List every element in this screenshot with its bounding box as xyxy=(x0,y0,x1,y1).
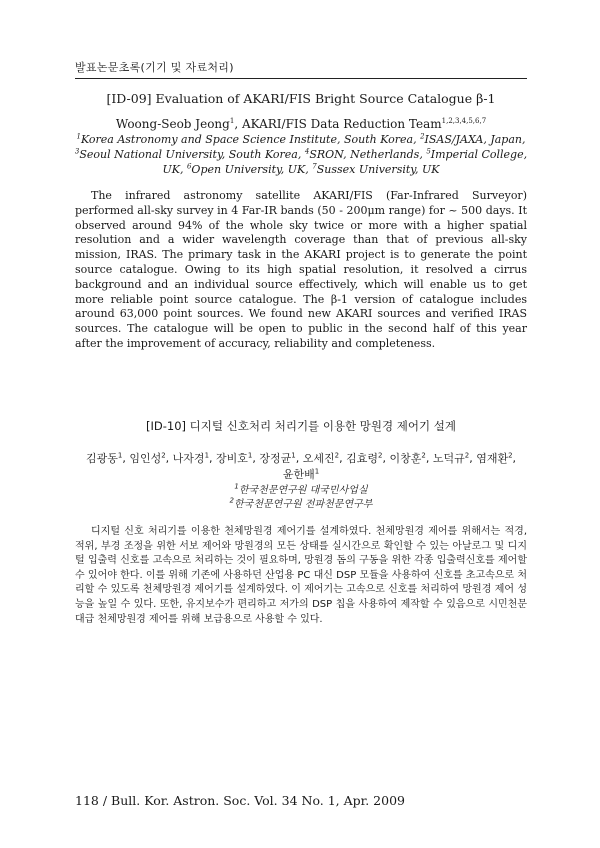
paper2-author-sup: 2 xyxy=(161,451,166,460)
affil-text: 한국천문연구원 대국민사업실 xyxy=(238,485,368,496)
paper2-author-sup: 2 xyxy=(334,451,340,460)
paper1-author-name: Woong-Seob Jeong xyxy=(115,117,230,131)
author-separator: , xyxy=(469,452,477,465)
paper1-authors xyxy=(75,117,527,131)
paper2-author-name: 임인성 xyxy=(129,452,162,465)
paper2-author-name: 오세진 xyxy=(302,452,335,465)
author-separator: , xyxy=(295,452,303,465)
paper2-author-name: 노덕규 xyxy=(432,452,465,465)
affil-text: Sussex University, UK xyxy=(316,163,440,176)
paper2-author-sup: 2 xyxy=(464,451,470,460)
author-separator: , xyxy=(512,452,517,465)
affil-sup: 5 xyxy=(426,147,431,156)
paper2-authors xyxy=(85,451,517,483)
paper2-author-name: 염재환 xyxy=(476,452,509,465)
affil-sup: 4 xyxy=(304,147,310,156)
paper1-affiliations xyxy=(70,132,532,177)
paper2-author-sup: 1 xyxy=(204,451,210,460)
paper2-author-sup: 1 xyxy=(117,451,123,460)
author-separator: , xyxy=(165,452,173,465)
paper2-author-name: 윤한배 xyxy=(282,468,315,481)
paper1-title: [ID-09] Evaluation of AKARI/FIS Bright Source Catalogue β-1 xyxy=(106,91,496,106)
paper2-author-name: 이창훈 xyxy=(389,452,422,465)
paper2-author-name: 장정균 xyxy=(259,452,292,465)
section-header-label: 발표논문초록(기기 및 자료처리) xyxy=(75,61,234,74)
affil-sup: 2 xyxy=(229,496,235,505)
affil-sup: 1 xyxy=(234,482,239,491)
paper1-abstract: The infrared astronomy satellite AKARI/FIS (Far-Infrared Surveyor) performed all-sky survey in 4 Far-IR bands (50 - 200μm range) for ~ 500 days. It observed around 94% of the whole sky twice or more with a higher spatial resolution and a wider wavelength coverage than that of previous all-sky mission, IRAS. The primary task in the AKARI project is to generate the point source catalogue. Owing to its high spatial resolution, it resolved a cirrus background and an individual source effectively, which will enable us to get more reliable point source catalogue. The β-1 version of catalogue includes around 63,000 point sources. We found new AKARI sources and verified IRAS sources. The catalogue will be open to public in the second half of this year after the improvement of accuracy, reliability and completeness. xyxy=(75,189,527,350)
paper2-affiliations xyxy=(70,484,532,512)
header-divider xyxy=(75,78,527,79)
affil-text: 한국천문연구원 전파천문연구부 xyxy=(234,499,373,510)
affil-text: Seoul National University, South Korea, xyxy=(79,148,305,161)
affil-sup: 1 xyxy=(76,132,81,141)
page-footer-citation: 118 / Bull. Kor. Astron. Soc. Vol. 34 No. 1, Apr. 2009 xyxy=(75,793,405,808)
paper1-author-team: , AKARI/FIS Data Reduction Team xyxy=(234,117,442,131)
author-separator: , xyxy=(252,452,260,465)
affil-text: Korea Astronomy and Space Science Institute, South Korea, xyxy=(80,133,421,146)
author-separator: , xyxy=(209,452,217,465)
affil-sup: 3 xyxy=(74,147,80,156)
author-separator: , xyxy=(339,452,347,465)
author-separator: , xyxy=(382,452,390,465)
affil-sup: 6 xyxy=(186,162,192,171)
affil-text: SRON, Netherlands, xyxy=(309,148,427,161)
paper2-author-sup: 1 xyxy=(314,467,320,476)
paper1-team-sup: 1,2,3,4,5,6,7 xyxy=(441,117,487,125)
affil-sup: 7 xyxy=(312,162,317,171)
paper2-author-sup: 2 xyxy=(378,451,383,460)
paper1-author-sup: 1 xyxy=(229,117,235,125)
paper2-author-name: 김광동 xyxy=(85,452,118,465)
paper2-author-name: 나자경 xyxy=(172,452,205,465)
paper2-author-sup: 2 xyxy=(421,451,426,460)
paper2-author-sup: 1 xyxy=(291,451,296,460)
affil-text: ISAS/JAXA, Japan, xyxy=(424,133,526,146)
paper2-author-name: 김효령 xyxy=(346,452,378,465)
paper2-author-sup: 1 xyxy=(247,451,253,460)
paper2-author-sup: 2 xyxy=(508,451,513,460)
author-separator: , xyxy=(425,452,433,465)
affil-text: Open University, UK, xyxy=(191,163,313,176)
affil-sup: 2 xyxy=(420,132,425,141)
paper2-author-name: 장비호 xyxy=(216,452,248,465)
paper2-abstract: 디지털 신호 처리기를 이용한 천체망원경 제어기를 설계하였다. 천체망원경 제어를 위해서는 적경, 적위, 부경 조정을 위한 서보 제어와 망원경의 모든 상태를 실시간으로 확인할 수 있는 아날로그 및 디지털 입출력 신호를 고속으로 처리하는 것이 필요하며, 망원경 돔의 구동을 위한 각종 입출력신호를 제어할 수 있어야 한다. 이를 위해 기존에 사용하던 산업용 PC 대신 DSP 모듈을 사용하여 신호를 초고속으로 처리할 수 있도록 천체망원경 제어기를 설계하였다. 이 제어기는 고속으로 신호를 처리하여 망원경 제어 성능을 높일 수 있다. 또한, 유지보수가 편리하고 저가의 DSP 칩을 사용하여 제작할 수 있음으로 시민천문대급 천체망원경 제어를 위해 보급용으로 사용할 수 있다. xyxy=(75,526,527,625)
affil-text: Imperial College, UK, xyxy=(162,148,528,176)
author-separator: , xyxy=(122,452,130,465)
paper2-title: [ID-10] 디지털 신호처리 처리기를 이용한 망원경 제어기 설계 xyxy=(146,419,456,433)
